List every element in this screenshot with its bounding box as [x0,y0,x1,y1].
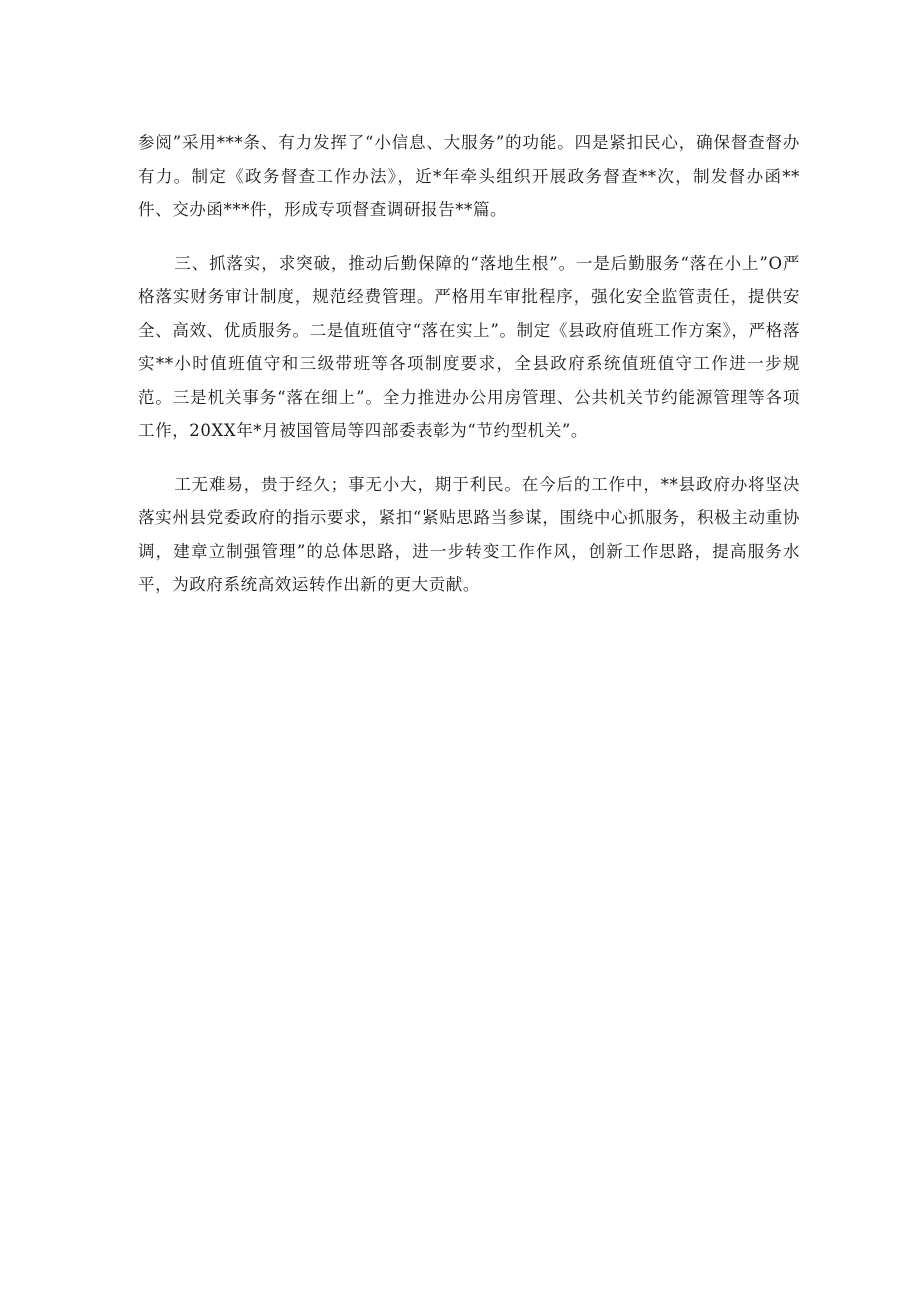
paragraph-continuation: 参阅”采用***条、有力发挥了“小信息、大服务”的功能。四是紧扣民心，确保督查督办有力。制定《政务督查工作办法》，近*年牵头组织开展政务督查**次，制发督办函**件、交办函***件，形成专项督查调研报告**篇。 [138,133,800,219]
paragraph-section-three: 三、抓落实，求突破，推动后勤保障的“落地生根”。一是后勤服务“落在小上”O严格落实财务审计制度，规范经费管理。严格用车审批程序，强化安全监管责任，提供安全、高效、优质服务。二是值班值守“落在实上”。制定《县政府值班工作方案》，严格落实**小时值班值守和三级带班等各项制度要求，全县政府系统值班值守工作进一步规范。三是机关事务“落在细上”。全力推进办公用房管理、公共机关节约能源管理等各项工作，20XX年*月被国管局等四部委表彰为“节约型机关”。 [138,253,800,440]
paragraph-conclusion: 工无难易，贵于经久；事无小大，期于利民。在今后的工作中，**县政府办将坚决落实州县党委政府的指示要求，紧扣“紧贴思路当参谋，围绕中心抓服务，积极主动重协调，建章立制强管理”的总体思路，进一步转变工作作风，创新工作思路，提高服务水平，为政府系统高效运转作出新的更大贡献。 [138,474,800,594]
document-body [138,126,800,622]
